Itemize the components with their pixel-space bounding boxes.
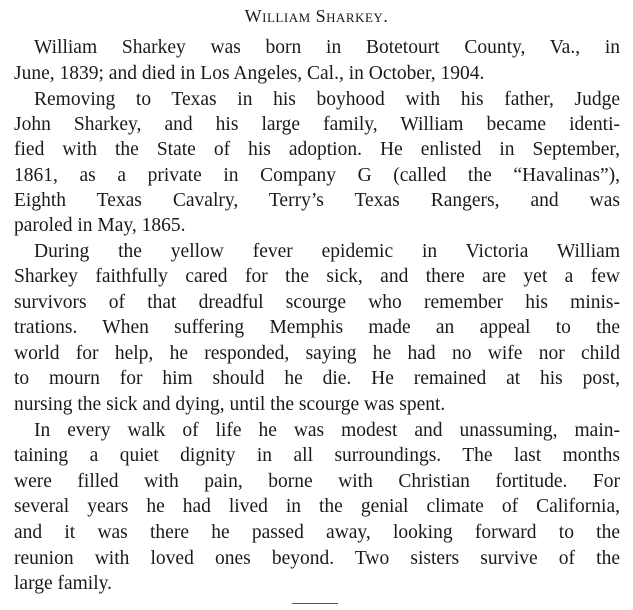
- text-line: During the yellow fever epidemic in Victoria William: [34, 241, 620, 262]
- text-line: and it was there he passed away, looking forward to the: [14, 522, 620, 543]
- text-line: June, 1839; and died in Los Angeles, Cal., in October, 1904.: [14, 63, 485, 84]
- text-line: large family.: [14, 573, 113, 594]
- text-line: were filled with pain, borne with Christian fortitude. For: [14, 471, 620, 492]
- text-line: Eighth Texas Cavalry, Terry’s Texas Rangers, and was: [14, 190, 620, 211]
- text-line: to mourn for him should he die. He remained at his post,: [14, 368, 620, 389]
- text-line: reunion with loved ones beyond. Two sisters survive of the: [14, 548, 620, 569]
- text-line: In every walk of life he was modest and unassuming, main-: [34, 420, 620, 441]
- text-line: trations. When suffering Memphis made an appeal to the: [14, 317, 620, 338]
- text-line: paroled in May, 1865.: [14, 215, 186, 236]
- text-line: Sharkey faithfully cared for the sick, and there are yet a few: [14, 266, 620, 287]
- text-line: 1861, as a private in Company G (called the “Havalinas”),: [14, 165, 620, 186]
- text-line: world for help, he responded, saying he had no wife nor child: [14, 343, 620, 364]
- page-title: William Sharkey.: [244, 6, 389, 26]
- section-divider: [292, 603, 338, 604]
- text-line: John Sharkey, and his large family, William became identi-: [14, 114, 620, 135]
- text-line: fied with the State of his adoption. He enlisted in September,: [14, 139, 620, 160]
- text-line: Removing to Texas in his boyhood with his father, Judge: [34, 89, 620, 110]
- text-line: William Sharkey was born in Botetourt County, Va., in: [34, 37, 620, 58]
- text-line: several years he had lived in the genial climate of California,: [14, 496, 620, 517]
- text-line: nursing the sick and dying, until the scourge was spent.: [14, 394, 446, 415]
- text-line: taining a quiet dignity in all surroundings. The last months: [14, 445, 620, 466]
- text-line: survivors of that dreadful scourge who remember his minis-: [14, 292, 620, 313]
